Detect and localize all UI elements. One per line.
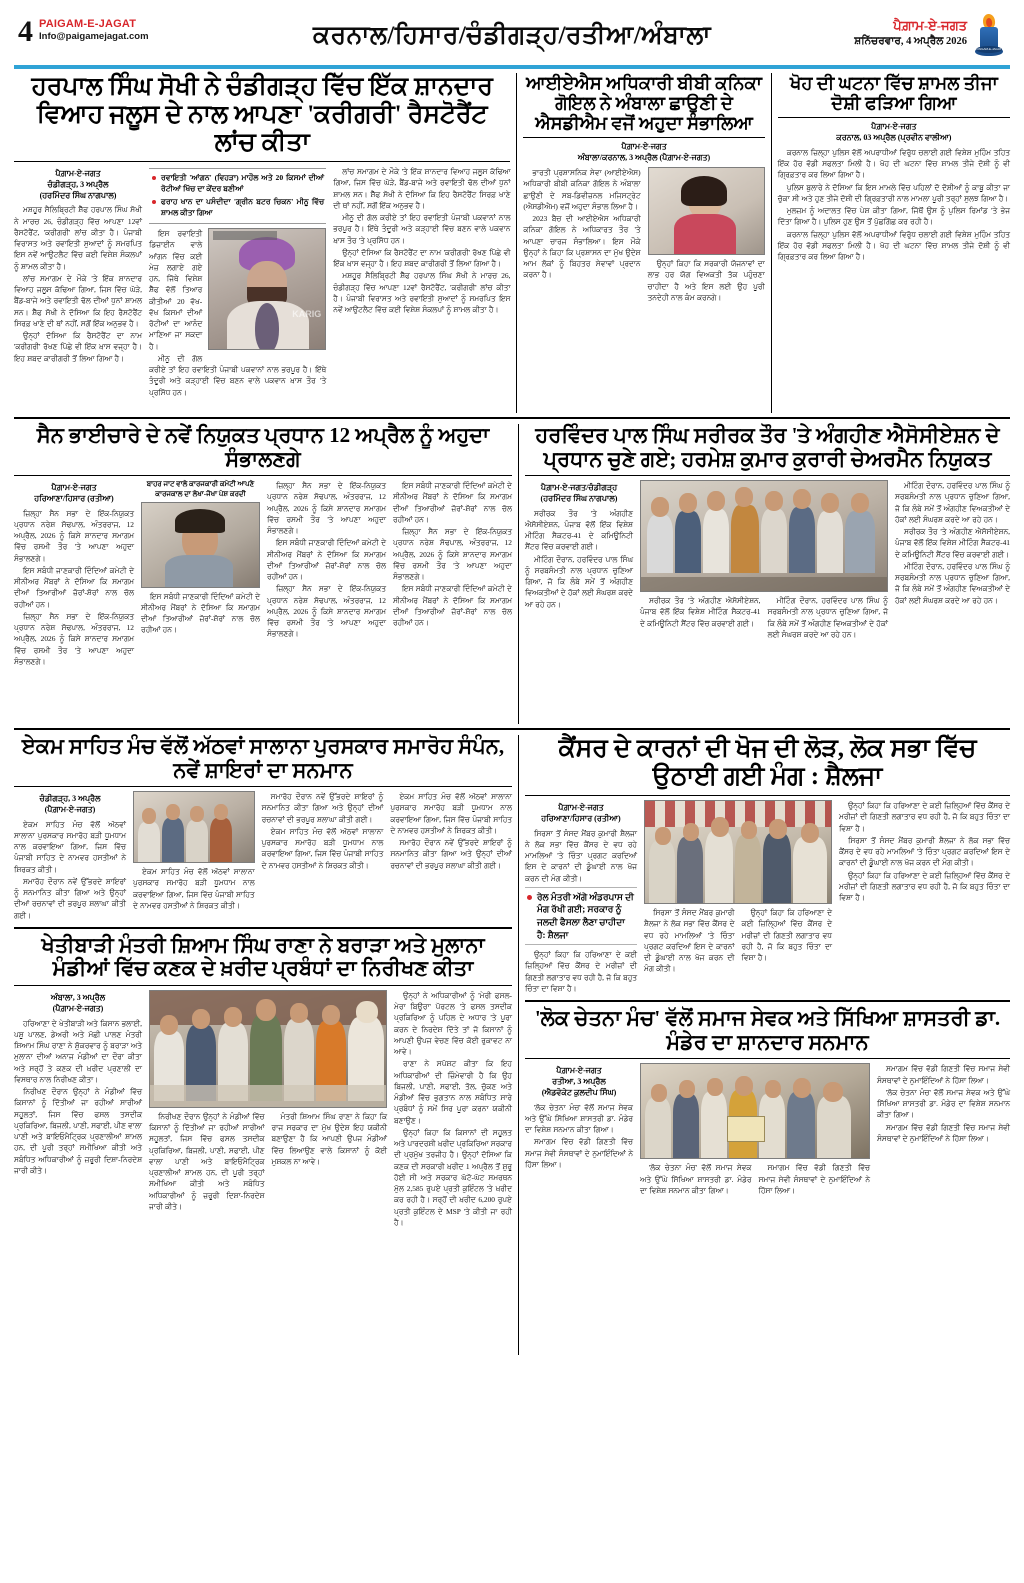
lower-left-stack bbox=[14, 735, 512, 1355]
article6-col-1 bbox=[525, 800, 637, 995]
article8-para: 'ਲੋਕ ਚੇਤਨਾ ਮੰਚ' ਵੱਲੋਂ ਸਮਾਜ ਸੇਵਕ ਅਤੇ ਉੱਘੇ ਸਿੱਖਿਆ ਸ਼ਾਸਤਰੀ ਡਾ. ਮੰਡੇਰ ਦਾ ਵਿਸ਼ੇਸ਼ ਸਨਮਾਨ ਕੀਤਾ ਗਿਆ। bbox=[876, 1087, 1010, 1120]
lead-para: ਮੀਨੂ ਦੀ ਗੱਲ ਕਰੀਏ ਤਾਂ ਇਹ ਰਵਾਇਤੀ ਪੰਜਾਬੀ ਪਕਵਾਨਾਂ ਨਾਲ ਭਰਪੂਰ ਹੈ। ਇੱਥੇ ਤੰਦੂਰੀ ਅਤੇ ਕੜ੍ਹਾਈ ਵਿੱਚ ਬਣਨ ਵਾਲੇ ਪਕਵਾਨ ਖ਼ਾਸ ਤੌਰ 'ਤੇ ਪ੍ਰਸਿੱਧ ਹਨ। bbox=[333, 213, 511, 245]
article4-col-1 bbox=[525, 480, 633, 641]
brand-email: Info@paigamejagat.com bbox=[39, 31, 149, 42]
article9-col-1 bbox=[14, 990, 142, 1229]
article4-para: ਮੀਟਿੰਗ ਦੌਰਾਨ, ਹਰਵਿੰਦਰ ਪਾਲ ਸਿੰਘ ਨੂੰ ਸਰਬਸੰਮਤੀ ਨਾਲ ਪ੍ਰਧਾਨ ਚੁਣਿਆ ਗਿਆ, ਜੋ ਕਿ ਲੰਬੇ ਸਮੇਂ ਤੋਂ ਅੰਗਹੀਣ ਵਿਅਕਤੀਆਂ ਦੇ ਹੱਕਾਂ ਲਈ ਸੰਘਰਸ਼ ਕਰਦੇ ਆ ਰਹੇ ਹਨ। bbox=[894, 561, 1010, 605]
article2-para: ਉਨ੍ਹਾਂ ਕਿਹਾ ਕਿ ਸਰਕਾਰੀ ਯੋਜਨਾਵਾਂ ਦਾ ਲਾਭ ਹਰ ਯੋਗ ਵਿਅਕਤੀ ਤੱਕ ਪਹੁੰਚਣਾ ਚਾਹੀਦਾ ਹੈ ਅਤੇ ਇਸ ਲਈ ਉਹ ਪੂਰੀ ਤਨਦੇਹੀ ਨਾਲ ਕੰਮ ਕਰਨਗੇ। bbox=[647, 259, 765, 302]
article9-para: ਉਨ੍ਹਾਂ ਨੇ ਅਧਿਕਾਰੀਆਂ ਨੂੰ 'ਮੇਰੀ ਫਸਲ-ਮੇਰਾ ਬਿਊਰਾ' ਪੋਰਟਲ 'ਤੇ ਫਸਲ ਤਸਦੀਕ ਪ੍ਰਕਿਰਿਆ ਨੂੰ ਪਹਿਲ ਦੇ ਅਧਾਰ 'ਤੇ ਪੂਰਾ ਕਰਨ ਦੇ ਨਿਰਦੇਸ਼ ਦਿੱਤੇ ਤਾਂ ਜੋ ਕਿਸਾਨਾਂ ਨੂੰ ਆਪਣੀ ਉਪਜ ਵੇਚਣ ਵਿੱਚ ਕੋਈ ਰੁਕਾਵਟ ਨਾ ਆਵੇ। bbox=[394, 990, 512, 1057]
logo-wordmark: ਪੈਗ਼ਾਮ-ਏ-ਜਗਤ bbox=[893, 18, 967, 33]
article5-col-2 bbox=[141, 480, 260, 668]
article6-para: ਉਨ੍ਹਾਂ ਕਿਹਾ ਕਿ ਹਰਿਆਣਾ ਦੇ ਕਈ ਜ਼ਿਲ੍ਹਿਆਂ ਵਿੱਚ ਕੈਂਸਰ ਦੇ ਮਰੀਜ਼ਾਂ ਦੀ ਗਿਣਤੀ ਲਗਾਤਾਰ ਵਧ ਰਹੀ ਹੈ, ਜੋ ਕਿ ਬਹੁਤ ਚਿੰਤਾ ਦਾ ਵਿਸ਼ਾ ਹੈ। bbox=[838, 801, 1010, 833]
award-photo bbox=[133, 791, 255, 863]
article9-headline: ਖੇਤੀਬਾੜੀ ਮੰਤਰੀ ਸ਼ਿਆਮ ਸਿੰਘ ਰਾਣਾ ਨੇ ਬਰਾੜਾ ਅਤੇ ਮੁਲਾਨਾ ਮੰਡੀਆਂ ਵਿੱਚ ਕਣਕ ਦੇ ਖ਼ਰੀਦ ਪ੍ਰਬੰਧਾਂ ਦਾ ਨਿਰੀਖਣ ਕੀਤਾ bbox=[41, 932, 485, 981]
article7-para: ਏਕਮ ਸਾਹਿਤ ਮੰਚ ਵੱਲੋਂ ਅੱਠਵਾਂ ਸਾਲਾਨਾ ਪੁਰਸਕਾਰ ਸਮਾਰੋਹ ਬੜੀ ਧੂਮਧਾਮ ਨਾਲ ਕਰਵਾਇਆ ਗਿਆ, ਜਿਸ ਵਿੱਚ ਪੰਜਾਬੀ ਸਾਹਿਤ ਦੇ ਨਾਮਵਰ ਹਸਤੀਆਂ ਨੇ ਸ਼ਿਰਕਤ ਕੀਤੀ। bbox=[133, 867, 255, 910]
article4-col-2 bbox=[640, 480, 888, 641]
article3-para: ਪੁਲਿਸ ਬੁਲਾਰੇ ਨੇ ਦੱਸਿਆ ਕਿ ਇਸ ਮਾਮਲੇ ਵਿੱਚ ਪਹਿਲਾਂ ਦੋ ਦੋਸ਼ੀਆਂ ਨੂੰ ਕਾਬੂ ਕੀਤਾ ਜਾ ਚੁੱਕਾ ਸੀ ਅਤੇ ਹੁਣ ਤੀਜੇ ਦੋਸ਼ੀ ਦੀ ਗ੍ਰਿਫ਼ਤਾਰੀ ਨਾਲ ਮਾਮਲਾ ਪੂਰੀ ਤਰ੍ਹਾਂ ਸੁਲਝ ਗਿਆ ਹੈ। bbox=[777, 182, 1011, 203]
article2-headline: ਆਈਏਐਸ ਅਧਿਕਾਰੀ ਬੀਬੀ ਕਨਿਕਾ ਗੋਇਲ ਨੇ ਅੰਬਾਲਾ ਛਾਉਣੀ ਦੇ ਐਸਡੀਐਮ ਵਜੋਂ ਅਹੁਦਾ ਸੰਭਾਲਿਆ bbox=[526, 73, 762, 134]
article9-para: ਮੰਤਰੀ ਸ਼ਿਆਮ ਸਿੰਘ ਰਾਣਾ ਨੇ ਕਿਹਾ ਕਿ ਰਾਜ ਸਰਕਾਰ ਦਾ ਮੁੱਖ ਉਦੇਸ਼ ਇਹ ਯਕੀਨੀ ਬਣਾਉਣਾ ਹੈ ਕਿ ਆਪਣੀ ਉਪਜ ਮੰਡੀਆਂ ਵਿੱਚ ਲਿਆਉਣ ਵਾਲੇ ਕਿਸਾਨਾਂ ਨੂੰ ਕੋਈ ਮੁਸ਼ਕਲ ਨਾ ਆਵੇ। bbox=[271, 1111, 387, 1166]
lead-para: ਉਨ੍ਹਾਂ ਦੱਸਿਆ ਕਿ ਰੈਸਟੋਰੈਂਟ ਦਾ ਨਾਮ 'ਕਰੀਗਰੀ' ਰੱਖਣ ਪਿੱਛੇ ਵੀ ਇੱਕ ਖ਼ਾਸ ਵਜ੍ਹਾ ਹੈ। ਇਹ ਸ਼ਬਦ ਕਾਰੀਗਰੀ ਤੋਂ ਲਿਆ ਗਿਆ ਹੈ। bbox=[14, 331, 142, 363]
article4-headline: ਹਰਵਿੰਦਰ ਪਾਲ ਸਿੰਘ ਸਰੀਰਕ ਤੌਰ 'ਤੇ ਅੰਗਹੀਣ ਐਸੋਸੀਏਸ਼ਨ ਦੇ ਪ੍ਰਧਾਨ ਚੁਣੇ ਗਏ; ਹਰਮੇਸ਼ ਕੁਮਾਰ ਕੁਰਾਰੀ ਚੇਅਰਮੈਨ ਨਿਯੁਕਤ bbox=[535, 423, 1000, 471]
article-ekam bbox=[14, 735, 512, 922]
article-theft bbox=[778, 73, 1010, 413]
article2-byline: ਪੈਗ਼ਾਮ-ਏ-ਜਗਤ ਅੰਬਾਲਾ/ਕਰਨਾਲ, 3 ਅਪ੍ਰੈਲ (ਪੈਗ਼ਾਮ-ਏ-ਜਗਤ) bbox=[577, 142, 711, 163]
brand-name: PAIGAM-E-JAGAT bbox=[39, 18, 137, 30]
publication-date: ਸ਼ਨਿੱਚਰਵਾਰ, 4 ਅਪ੍ਰੈਲ 2026 bbox=[854, 36, 967, 47]
article8-headline: 'ਲੋਕ ਚੇਤਨਾ ਮੰਚ' ਵੱਲੋਂ ਸਮਾਜ ਸੇਵਕ ਅਤੇ ਸਿੱਖਿਆ ਸ਼ਾਸਤਰੀ ਡਾ. ਮੰਡੇਰ ਦਾ ਸ਼ਾਨਦਾਰ ਸਨਮਾਨ bbox=[534, 1006, 1001, 1054]
article6-highlight bbox=[525, 887, 637, 945]
article9-col-3 bbox=[394, 990, 512, 1229]
article7-para: ਏਕਮ ਸਾਹਿਤ ਮੰਚ ਵੱਲੋਂ ਅੱਠਵਾਂ ਸਾਲਾਨਾ ਪੁਰਸਕਾਰ ਸਮਾਰੋਹ ਬੜੀ ਧੂਮਧਾਮ ਨਾਲ ਕਰਵਾਇਆ ਗਿਆ, ਜਿਸ ਵਿੱਚ ਪੰਜਾਬੀ ਸਾਹਿਤ ਦੇ ਨਾਮਵਰ ਹਸਤੀਆਂ ਨੇ ਸ਼ਿਰਕਤ ਕੀਤੀ। bbox=[261, 826, 384, 870]
lead-headline: ਹਰਪਾਲ ਸਿੰਘ ਸੋਖੀ ਨੇ ਚੰਡੀਗੜ੍ਹ ਵਿੱਚ ਇੱਕ ਸ਼ਾਨਦਾਰ ਵਿਆਹ ਜਲੂਸ ਦੇ ਨਾਲ ਆਪਣਾ 'ਕਰੀਗਰੀ' ਰੈਸਟੋਰੈਂਟ ਲਾਂਚ ਕੀਤਾ bbox=[31, 73, 493, 156]
article7-para: ਸਮਾਰੋਹ ਦੌਰਾਨ ਨਵੇਂ ਉੱਭਰਦੇ ਸ਼ਾਇਰਾਂ ਨੂੰ ਸਨਮਾਨਿਤ ਕੀਤਾ ਗਿਆ ਅਤੇ ਉਨ੍ਹਾਂ ਦੀਆਂ ਰਚਨਾਵਾਂ ਦੀ ਭਰਪੂਰ ਸ਼ਲਾਘਾ ਕੀਤੀ ਗਈ। bbox=[14, 876, 126, 920]
article-officer bbox=[523, 73, 764, 413]
article6-para: ਸਿਰਸਾ ਤੋਂ ਸੰਸਦ ਮੈਂਬਰ ਕੁਮਾਰੀ ਸ਼ੈਲਜਾ ਨੇ ਲੋਕ ਸਭਾ ਵਿੱਚ ਕੈਂਸਰ ਦੇ ਵਧ ਰਹੇ ਮਾਮਲਿਆਂ 'ਤੇ ਚਿੰਤਾ ਪ੍ਰਗਟ ਕਰਦਿਆਂ ਇਸ ਦੇ ਕਾਰਨਾਂ ਦੀ ਡੂੰਘਾਈ ਨਾਲ ਖੋਜ ਕਰਨ ਦੀ ਮੰਗ ਕੀਤੀ। bbox=[524, 828, 637, 883]
article9-para: ਉਨ੍ਹਾਂ ਕਿਹਾ ਕਿ ਕਿਸਾਨਾਂ ਦੀ ਸਹੂਲਤ ਅਤੇ ਪਾਰਦਰਸ਼ੀ ਖ਼ਰੀਦ ਪ੍ਰਕਿਰਿਆ ਸਰਕਾਰ ਦੀ ਪ੍ਰਮੁੱਖ ਤਰਜੀਹ ਹੈ। ਉਨ੍ਹਾਂ ਦੱਸਿਆ ਕਿ ਕਣਕ ਦੀ ਸਰਕਾਰੀ ਖ਼ਰੀਦ 1 ਅਪ੍ਰੈਲ ਤੋਂ ਸ਼ੁਰੂ ਹੋਈ ਸੀ ਅਤੇ ਸਰਕਾਰ ਘੱਟੋ-ਘੱਟ ਸਮਰਥਨ ਮੁੱਲ 2,585 ਰੁਪਏ ਪ੍ਰਤੀ ਕੁਇੰਟਲ 'ਤੇ ਖ਼ਰੀਦ ਕਰ ਰਹੀ ਹੈ। ਸਰ੍ਹੋਂ ਦੀ ਖ਼ਰੀਦ 6,200 ਰੁਪਏ ਪ੍ਰਤੀ ਕੁਇੰਟਲ ਦੇ MSP 'ਤੇ ਕੀਤੀ ਜਾ ਰਹੀ ਹੈ। bbox=[394, 1127, 512, 1227]
article3-headline: ਖੋਹ ਦੀ ਘਟਨਾ ਵਿੱਚ ਸ਼ਾਮਲ ਤੀਜਾ ਦੋਸ਼ੀ ਫੜਿਆ ਗਿਆ bbox=[789, 73, 998, 114]
article3-byline: ਪੈਗ਼ਾਮ-ਏ-ਜਗਤ ਕਰਨਾਲ, 03 ਅਪ੍ਰੈਲ (ਪ੍ਰਵੀਨ ਵਾਲੀਆ) bbox=[836, 122, 952, 143]
article8-col-3 bbox=[877, 1063, 1010, 1197]
article7-col-2 bbox=[133, 791, 255, 922]
article-association bbox=[525, 424, 1010, 724]
lead-para: ਮੀਨੂ ਦੀ ਗੱਲ ਕਰੀਏ ਤਾਂ ਇਹ ਰਵਾਇਤੀ ਪੰਜਾਬੀ ਪਕਵਾਨਾਂ ਨਾਲ ਭਰਪੂਰ ਹੈ। ਇੱਥੇ ਤੰਦੂਰੀ ਅਤੇ ਕੜ੍ਹਾਈ ਵਿੱਚ ਬਣਨ ਵਾਲੇ ਪਕਵਾਨ ਖ਼ਾਸ ਤੌਰ 'ਤੇ ਪ੍ਰਸਿੱਧ ਹਨ। bbox=[149, 353, 327, 397]
article6-col-2 bbox=[644, 800, 832, 995]
logo-ring: PAIGAM-E-JAGAT bbox=[976, 47, 1002, 51]
lead-col-3 bbox=[333, 166, 510, 399]
article6-para: ਉਨ੍ਹਾਂ ਕਿਹਾ ਕਿ ਹਰਿਆਣਾ ਦੇ ਕਈ ਜ਼ਿਲ੍ਹਿਆਂ ਵਿੱਚ ਕੈਂਸਰ ਦੇ ਮਰੀਜ਼ਾਂ ਦੀ ਗਿਣਤੀ ਲਗਾਤਾਰ ਵਧ ਰਹੀ ਹੈ, ਜੋ ਕਿ ਬਹੁਤ ਚਿੰਤਾ ਦਾ ਵਿਸ਼ਾ ਹੈ। bbox=[524, 950, 637, 993]
lead-para: ਉਨ੍ਹਾਂ ਦੱਸਿਆ ਕਿ ਰੈਸਟੋਰੈਂਟ ਦਾ ਨਾਮ 'ਕਰੀਗਰੀ' ਰੱਖਣ ਪਿੱਛੇ ਵੀ ਇੱਕ ਖ਼ਾਸ ਵਜ੍ਹਾ ਹੈ। ਇਹ ਸ਼ਬਦ ਕਾਰੀਗਰੀ ਤੋਂ ਲਿਆ ਗਿਆ ਹੈ। bbox=[333, 247, 511, 268]
article4-byline: ਪੈਗ਼ਾਮ-ਏ-ਜਗਤ/ਚੰਡੀਗੜ੍ਹ (ਹਰਮਿੰਦਰ ਸਿੰਘ ਨਾਗਪਾਲ) bbox=[540, 483, 618, 503]
lower-right-stack bbox=[525, 735, 1010, 1355]
article5-para: ਜ਼ਿਲ੍ਹਾ ਸੈਨ ਸਭਾ ਦੇ ਇੱਕ-ਨਿਯੁਕਤ ਪ੍ਰਧਾਨ ਨਰੇਸ਼ ਸੋਢਪਾਲ, ਅੰਤਰਰਾਜ, 12 ਅਪ੍ਰੈਲ, 2026 ਨੂੰ ਕਿਸੇ ਸ਼ਾਨਦਾਰ ਸਮਾਗਮ ਵਿੱਚ ਰਸਮੀ ਤੌਰ 'ਤੇ ਆਪਣਾ ਅਹੁਦਾ ਸੰਭਾਲਣਗੇ। bbox=[266, 481, 386, 536]
article-lead bbox=[14, 73, 510, 413]
article5-photo-caption: ਬਾਹਰ ਜਾਟ ਵਾਲੇ ਕਾਰਜਕਾਰੀ ਕਮੇਟੀ ਆਪਣੇ ਕਾਰਜਕਾਲ ਦਾ ਲੇਖਾ-ਜੋਖਾ ਪੇਸ਼ ਕਰਦੀ bbox=[146, 480, 255, 498]
article4-para: ਸਰੀਰਕ ਤੌਰ 'ਤੇ ਅੰਗਹੀਣ ਐਸੋਸੀਏਸ਼ਨ, ਪੰਜਾਬ ਵੱਲੋਂ ਇੱਕ ਵਿਸ਼ੇਸ਼ ਮੀਟਿੰਗ ਸੈਕਟਰ-41 ਦੇ ਕਮਿਊਨਿਟੀ ਸੈਂਟਰ ਵਿੱਚ ਕਰਵਾਈ ਗਈ। bbox=[894, 527, 1010, 559]
article9-byline: ਅੰਬਾਲਾ, 3 ਅਪ੍ਰੈਲ (ਪੈਗ਼ਾਮ-ਏ-ਜਗਤ) bbox=[50, 992, 106, 1013]
masthead-left bbox=[18, 15, 149, 48]
article5-para: ਇਸ ਸਬੰਧੀ ਜਾਣਕਾਰੀ ਦਿੰਦਿਆਂ ਕਮੇਟੀ ਦੇ ਸੀਨੀਅਰ ਮੈਂਬਰਾਂ ਨੇ ਦੱਸਿਆ ਕਿ ਸਮਾਗਮ ਦੀਆਂ ਤਿਆਰੀਆਂ ਜ਼ੋਰਾਂ-ਸ਼ੋਰਾਂ ਨਾਲ ਚੱਲ ਰਹੀਆਂ ਹਨ। bbox=[266, 538, 386, 582]
article7-headline: ਏਕਮ ਸਾਹਿਤ ਮੰਚ ਵੱਲੋਂ ਅੱਠਵਾਂ ਸਾਲਾਨਾ ਪੁਰਸਕਾਰ ਸਮਾਰੋਹ ਸੰਪੰਨ, ਨਵੇਂ ਸ਼ਾਇਰਾਂ ਦਾ ਸਨਮਾਨ bbox=[21, 734, 505, 782]
lower-band bbox=[14, 735, 1010, 1355]
article5-para: ਜ਼ਿਲ੍ਹਾ ਸੈਨ ਸਭਾ ਦੇ ਇੱਕ-ਨਿਯੁਕਤ ਪ੍ਰਧਾਨ ਨਰੇਸ਼ ਸੋਢਪਾਲ, ਅੰਤਰਰਾਜ, 12 ਅਪ੍ਰੈਲ, 2026 ਨੂੰ ਕਿਸੇ ਸ਼ਾਨਦਾਰ ਸਮਾਗਮ ਵਿੱਚ ਰਸਮੀ ਤੌਰ 'ਤੇ ਆਪਣਾ ਅਹੁਦਾ ਸੰਭਾਲਣਗੇ। bbox=[266, 584, 386, 639]
article6-para: ਸਿਰਸਾ ਤੋਂ ਸੰਸਦ ਮੈਂਬਰ ਕੁਮਾਰੀ ਸ਼ੈਲਜਾ ਨੇ ਲੋਕ ਸਭਾ ਵਿੱਚ ਕੈਂਸਰ ਦੇ ਵਧ ਰਹੇ ਮਾਮਲਿਆਂ 'ਤੇ ਚਿੰਤਾ ਪ੍ਰਗਟ ਕਰਦਿਆਂ ਇਸ ਦੇ ਕਾਰਨਾਂ ਦੀ ਡੂੰਘਾਈ ਨਾਲ ਖੋਜ ਕਰਨ ਦੀ ਮੰਗ ਕੀਤੀ। bbox=[643, 908, 735, 974]
lead-para: ਮਸ਼ਹੂਰ ਸੈਲਿਬ੍ਰਿਟੀ ਸ਼ੈੱਫ ਹਰਪਾਲ ਸਿੰਘ ਸੋਖੀ ਨੇ ਮਾਰਚ 26, ਚੰਡੀਗੜ੍ਹ ਵਿੱਚ ਆਪਣਾ 12ਵਾਂ ਰੈਸਟੋਰੈਂਟ, 'ਕਰੀਗਰੀ' ਲਾਂਚ ਕੀਤਾ ਹੈ। ਪੰਜਾਬੀ ਵਿਰਾਸਤ ਅਤੇ ਰਵਾਇਤੀ ਸੁਆਦਾਂ ਨੂੰ ਸਮਰਪਿਤ ਇਸ ਨਵੇਂ ਆਉਟਲੈਟ ਵਿੱਚ ਕਈ ਵਿਸ਼ੇਸ਼ ਸੰਕਲਪਾਂ ਨੂੰ ਸ਼ਾਮਲ ਕੀਤਾ ਹੈ। bbox=[14, 205, 142, 271]
edition-label: ਕਰਨਾਲ/ਹਿਸਾਰ/ਚੰਡੀਗੜ੍ਹ/ਰਤੀਆ/ਅੰਬਾਲਾ bbox=[313, 22, 711, 49]
chef-photo: KARIG bbox=[208, 228, 326, 350]
article5-para: ਜ਼ਿਲ੍ਹਾ ਸੈਨ ਸਭਾ ਦੇ ਇੱਕ-ਨਿਯੁਕਤ ਪ੍ਰਧਾਨ ਨਰੇਸ਼ ਸੋਢਪਾਲ, ਅੰਤਰਰਾਜ, 12 ਅਪ੍ਰੈਲ, 2026 ਨੂੰ ਕਿਸੇ ਸ਼ਾਨਦਾਰ ਸਮਾਗਮ ਵਿੱਚ ਰਸਮੀ ਤੌਰ 'ਤੇ ਆਪਣਾ ਅਹੁਦਾ ਸੰਭਾਲਣਗੇ। bbox=[14, 611, 134, 666]
article6-para: ਸਿਰਸਾ ਤੋਂ ਸੰਸਦ ਮੈਂਬਰ ਕੁਮਾਰੀ ਸ਼ੈਲਜਾ ਨੇ ਲੋਕ ਸਭਾ ਵਿੱਚ ਕੈਂਸਰ ਦੇ ਵਧ ਰਹੇ ਮਾਮਲਿਆਂ 'ਤੇ ਚਿੰਤਾ ਪ੍ਰਗਟ ਕਰਦਿਆਂ ਇਸ ਦੇ ਕਾਰਨਾਂ ਦੀ ਡੂੰਘਾਈ ਨਾਲ ਖੋਜ ਕਰਨ ਦੀ ਮੰਗ ਕੀਤੀ। bbox=[838, 835, 1010, 868]
brand-block bbox=[39, 18, 149, 42]
top-band bbox=[14, 73, 1010, 413]
article3-para: ਮੁਲਜ਼ਮ ਨੂੰ ਅਦਾਲਤ ਵਿੱਚ ਪੇਸ਼ ਕੀਤਾ ਗਿਆ, ਜਿੱਥੋਂ ਉਸ ਨੂੰ ਪੁਲਿਸ ਰਿਮਾਂਡ 'ਤੇ ਭੇਜ ਦਿੱਤਾ ਗਿਆ ਹੈ। ਪੁਲਿਸ ਹੁਣ ਉਸ ਤੋਂ ਪੁੱਛਗਿੱਛ ਕਰ ਰਹੀ ਹੈ। bbox=[777, 206, 1011, 227]
article9-col-2 bbox=[149, 990, 387, 1229]
article8-col-2 bbox=[640, 1063, 870, 1197]
masthead-right bbox=[854, 18, 1006, 56]
article9-para: ਰਾਣਾ ਨੇ ਸਪੱਸ਼ਟ ਕੀਤਾ ਕਿ ਇਹ ਅਧਿਕਾਰੀਆਂ ਦੀ ਜ਼ਿੰਮੇਵਾਰੀ ਹੈ ਕਿ ਉਹ ਬਿਜਲੀ, ਪਾਣੀ, ਸਫਾਈ, ਤੋਲ, ਚੁੱਕਣ ਅਤੇ ਮੰਡੀਆਂ ਵਿੱਚ ਭੁਗਤਾਨ ਨਾਲ ਸਬੰਧਿਤ ਸਾਰੇ ਪ੍ਰਬੰਧਾਂ ਨੂੰ ਸਮੇਂ ਸਿਰ ਪੂਰਾ ਕਰਨਾ ਯਕੀਨੀ ਬਣਾਉਣ। bbox=[394, 1059, 512, 1125]
article6-para: ਉਨ੍ਹਾਂ ਕਿਹਾ ਕਿ ਹਰਿਆਣਾ ਦੇ ਕਈ ਜ਼ਿਲ੍ਹਿਆਂ ਵਿੱਚ ਕੈਂਸਰ ਦੇ ਮਰੀਜ਼ਾਂ ਦੀ ਗਿਣਤੀ ਲਗਾਤਾਰ ਵਧ ਰਹੀ ਹੈ, ਜੋ ਕਿ ਬਹੁਤ ਚਿੰਤਾ ਦਾ ਵਿਸ਼ਾ ਹੈ। bbox=[838, 870, 1010, 902]
masthead-right-text bbox=[854, 18, 967, 48]
article5-para: ਇਸ ਸਬੰਧੀ ਜਾਣਕਾਰੀ ਦਿੰਦਿਆਂ ਕਮੇਟੀ ਦੇ ਸੀਨੀਅਰ ਮੈਂਬਰਾਂ ਨੇ ਦੱਸਿਆ ਕਿ ਸਮਾਗਮ ਦੀਆਂ ਤਿਆਰੀਆਂ ਜ਼ੋਰਾਂ-ਸ਼ੋਰਾਂ ਨਾਲ ਚੱਲ ਰਹੀਆਂ ਹਨ। bbox=[14, 565, 134, 609]
article-cancer bbox=[525, 735, 1010, 995]
lead-bullet-list bbox=[149, 168, 326, 224]
page-number: 4 bbox=[18, 15, 33, 48]
lead-para: ਇਸ ਰਵਾਇਤੀ ਡਿਜ਼ਾਈਨ ਵਾਲੇ ਆਂਗਨ ਵਿੱਚ ਕਈ ਮੇਜ਼ ਲਗਾਏ ਗਏ ਹਨ, ਜਿੱਥੇ ਵਿਸ਼ੇਸ਼ ਸ਼ੈੱਫ ਵੱਲੋਂ ਤਿਆਰ ਕੀਤੀਆਂ 20 ਵੱਖ-ਵੱਖ ਕਿਸਮਾਂ ਦੀਆਂ ਰੋਟੀਆਂ ਦਾ ਆਨੰਦ ਮਾਣਿਆ ਜਾ ਸਕਦਾ ਹੈ। bbox=[149, 229, 203, 351]
article8-para: ਸਮਾਗਮ ਵਿੱਚ ਵੱਡੀ ਗਿਣਤੀ ਵਿੱਚ ਸਮਾਜ ਸੇਵੀ ਸੰਸਥਾਵਾਂ ਦੇ ਨੁਮਾਇੰਦਿਆਂ ਨੇ ਹਿੱਸਾ ਲਿਆ। bbox=[758, 1163, 870, 1195]
article8-para: ਸਮਾਗਮ ਵਿੱਚ ਵੱਡੀ ਗਿਣਤੀ ਵਿੱਚ ਸਮਾਜ ਸੇਵੀ ਸੰਸਥਾਵਾਂ ਦੇ ਨੁਮਾਇੰਦਿਆਂ ਨੇ ਹਿੱਸਾ ਲਿਆ। bbox=[876, 1064, 1010, 1085]
article3-para: ਕਰਨਾਲ ਜ਼ਿਲ੍ਹਾ ਪੁਲਿਸ ਵੱਲੋਂ ਅਪਰਾਧੀਆਂ ਵਿਰੁੱਧ ਚਲਾਈ ਗਈ ਵਿਸ਼ੇਸ਼ ਮੁਹਿੰਮ ਤਹਿਤ ਇੱਕ ਹੋਰ ਵੱਡੀ ਸਫਲਤਾ ਮਿਲੀ ਹੈ। ਖੋਹ ਦੀ ਘਟਨਾ ਵਿੱਚ ਸ਼ਾਮਲ ਤੀਜੇ ਦੋਸ਼ੀ ਨੂੰ ਵੀ ਗ੍ਰਿਫ਼ਤਾਰ ਕਰ ਲਿਆ ਗਿਆ ਹੈ। bbox=[777, 229, 1011, 262]
article5-col-3 bbox=[267, 480, 386, 668]
article5-col-4 bbox=[393, 480, 512, 668]
article7-para: ਏਕਮ ਸਾਹਿਤ ਮੰਚ ਵੱਲੋਂ ਅੱਠਵਾਂ ਸਾਲਾਨਾ ਪੁਰਸਕਾਰ ਸਮਾਰੋਹ ਬੜੀ ਧੂਮਧਾਮ ਨਾਲ ਕਰਵਾਇਆ ਗਿਆ, ਜਿਸ ਵਿੱਚ ਪੰਜਾਬੀ ਸਾਹਿਤ ਦੇ ਨਾਮਵਰ ਹਸਤੀਆਂ ਨੇ ਸ਼ਿਰਕਤ ਕੀਤੀ। bbox=[14, 819, 126, 874]
lead-para: ਲਾਂਚ ਸਮਾਗਮ ਦੇ ਮੌਕੇ 'ਤੇ ਇੱਕ ਸ਼ਾਨਦਾਰ ਵਿਆਹ ਜਲੂਸ ਕੱਢਿਆ ਗਿਆ, ਜਿਸ ਵਿੱਚ ਘੋੜੇ, ਬੈਂਡ-ਬਾਜੇ ਅਤੇ ਰਵਾਇਤੀ ਢੋਲ ਦੀਆਂ ਧੁਨਾਂ ਸ਼ਾਮਲ ਸਨ। ਸ਼ੈੱਫ ਸੋਖੀ ਨੇ ਦੱਸਿਆ ਕਿ ਇਹ ਰੈਸਟੋਰੈਂਟ ਸਿਰਫ਼ ਖਾਣੇ ਦੀ ਥਾਂ ਨਹੀਂ, ਸਗੋਂ ਇੱਕ ਅਨੁਭਵ ਹੈ। bbox=[14, 273, 142, 328]
article6-headline: ਕੈਂਸਰ ਦੇ ਕਾਰਨਾਂ ਦੀ ਖੋਜ ਦੀ ਲੋੜ, ਲੋਕ ਸਭਾ ਵਿੱਚ ਉਠਾਈ ਗਈ ਮੰਗ : ਸ਼ੈਲਜਾ bbox=[558, 735, 977, 790]
lead-para: ਲਾਂਚ ਸਮਾਗਮ ਦੇ ਮੌਕੇ 'ਤੇ ਇੱਕ ਸ਼ਾਨਦਾਰ ਵਿਆਹ ਜਲੂਸ ਕੱਢਿਆ ਗਿਆ, ਜਿਸ ਵਿੱਚ ਘੋੜੇ, ਬੈਂਡ-ਬਾਜੇ ਅਤੇ ਰਵਾਇਤੀ ਢੋਲ ਦੀਆਂ ਧੁਨਾਂ ਸ਼ਾਮਲ ਸਨ। ਸ਼ੈੱਫ ਸੋਖੀ ਨੇ ਦੱਸਿਆ ਕਿ ਇਹ ਰੈਸਟੋਰੈਂਟ ਸਿਰਫ਼ ਖਾਣੇ ਦੀ ਥਾਂ ਨਹੀਂ, ਸਗੋਂ ਇੱਕ ਅਨੁਭਵ ਹੈ। bbox=[333, 167, 511, 210]
mandi-photo bbox=[149, 990, 387, 1108]
meeting-photo bbox=[644, 800, 832, 904]
lead-byline: ਪੈਗ਼ਾਮ-ਏ-ਜਗਤ ਚੰਡੀਗੜ੍ਹ, 3 ਅਪ੍ਰੈਲ (ਹਰਮਿੰਦਰ ਸਿੰਘ ਨਾਗਪਾਲ) bbox=[39, 169, 117, 200]
article8-byline: ਪੈਗ਼ਾਮ-ਏ-ਜਗਤ ਰਤੀਆ, 3 ਅਪ੍ਰੈਲ (ਐਡਵੋਕੇਟ ਕੁਲਦੀਪ ਸਿੰਘ) bbox=[541, 1066, 617, 1097]
man-photo bbox=[141, 502, 260, 588]
article9-para: ਨਿਰੀਖਣ ਦੌਰਾਨ ਉਨ੍ਹਾਂ ਨੇ ਮੰਡੀਆਂ ਵਿੱਚ ਕਿਸਾਨਾਂ ਨੂੰ ਦਿੱਤੀਆਂ ਜਾ ਰਹੀਆਂ ਸਾਰੀਆਂ ਸਹੂਲਤਾਂ, ਜਿਸ ਵਿੱਚ ਫਸਲ ਤਸਦੀਕ ਪ੍ਰਕਿਰਿਆ, ਬਿਜਲੀ, ਪਾਣੀ, ਸਫਾਈ, ਪੀਣ ਵਾਲਾ ਪਾਣੀ ਅਤੇ ਬਾਇਓਮੈਟ੍ਰਿਕ ਪ੍ਰਣਾਲੀਆਂ ਸ਼ਾਮਲ ਹਨ, ਦੀ ਪੂਰੀ ਤਰ੍ਹਾਂ ਸਮੀਖਿਆ ਕੀਤੀ ਅਤੇ ਸਬੰਧਿਤ ਅਧਿਕਾਰੀਆਂ ਨੂੰ ਜ਼ਰੂਰੀ ਦਿਸ਼ਾ-ਨਿਰਦੇਸ਼ ਜਾਰੀ ਕੀਤੇ। bbox=[149, 1111, 265, 1211]
article8-para: 'ਲੋਕ ਚੇਤਨਾ ਮੰਚ' ਵੱਲੋਂ ਸਮਾਜ ਸੇਵਕ ਅਤੇ ਉੱਘੇ ਸਿੱਖਿਆ ਸ਼ਾਸਤਰੀ ਡਾ. ਮੰਡੇਰ ਦਾ ਵਿਸ਼ੇਸ਼ ਸਨਮਾਨ ਕੀਤਾ ਗਿਆ। bbox=[524, 1102, 633, 1135]
lead-col-2 bbox=[149, 166, 326, 399]
article8-para: ਸਮਾਗਮ ਵਿੱਚ ਵੱਡੀ ਗਿਣਤੀ ਵਿੱਚ ਸਮਾਜ ਸੇਵੀ ਸੰਸਥਾਵਾਂ ਦੇ ਨੁਮਾਇੰਦਿਆਂ ਨੇ ਹਿੱਸਾ ਲਿਆ। bbox=[524, 1137, 633, 1169]
article4-col-3 bbox=[895, 480, 1010, 641]
article6-highlight-text: ਰੇਲ ਮੰਤਰੀ ਅੱਗੇ ਅੰਡਰਪਾਸ ਦੀ ਮੰਗ ਰੱਖੀ ਗਈ; ਸਰਕਾਰ ਨੂੰ ਜਲਦੀ ਫੈਸਲਾ ਲੈਣਾ ਚਾਹੀਦਾ ਹੈ: ਸ਼ੈਲਜਾ bbox=[527, 891, 635, 941]
article5-para: ਇਸ ਸਬੰਧੀ ਜਾਣਕਾਰੀ ਦਿੰਦਿਆਂ ਕਮੇਟੀ ਦੇ ਸੀਨੀਅਰ ਮੈਂਬਰਾਂ ਨੇ ਦੱਸਿਆ ਕਿ ਸਮਾਗਮ ਦੀਆਂ ਤਿਆਰੀਆਂ ਜ਼ੋਰਾਂ-ਸ਼ੋਰਾਂ ਨਾਲ ਚੱਲ ਰਹੀਆਂ ਹਨ। bbox=[392, 481, 512, 524]
article7-para: ਸਮਾਰੋਹ ਦੌਰਾਨ ਨਵੇਂ ਉੱਭਰਦੇ ਸ਼ਾਇਰਾਂ ਨੂੰ ਸਨਮਾਨਿਤ ਕੀਤਾ ਗਿਆ ਅਤੇ ਉਨ੍ਹਾਂ ਦੀਆਂ ਰਚਨਾਵਾਂ ਦੀ ਭਰਪੂਰ ਸ਼ਲਾਘਾ ਕੀਤੀ ਗਈ। bbox=[390, 838, 512, 870]
list-item: ਰਵਾਇਤੀ 'ਆਂਗਨ' (ਵਿਹੜਾ) ਮਾਹੌਲ ਅਤੇ 20 ਕਿਸਮਾਂ ਦੀਆਂ ਰੋਟੀਆਂ ਖਿੱਚ ਦਾ ਕੇਂਦਰ ਬਣੀਆਂ bbox=[151, 172, 324, 194]
mid-band bbox=[14, 424, 1010, 724]
article6-para: ਉਨ੍ਹਾਂ ਕਿਹਾ ਕਿ ਹਰਿਆਣਾ ਦੇ ਕਈ ਜ਼ਿਲ੍ਹਿਆਂ ਵਿੱਚ ਕੈਂਸਰ ਦੇ ਮਰੀਜ਼ਾਂ ਦੀ ਗਿਣਤੀ ਲਗਾਤਾਰ ਵਧ ਰਹੀ ਹੈ, ਜੋ ਕਿ ਬਹੁਤ ਚਿੰਤਾ ਦਾ ਵਿਸ਼ਾ ਹੈ। bbox=[741, 908, 832, 962]
article4-para: ਮੀਟਿੰਗ ਦੌਰਾਨ, ਹਰਵਿੰਦਰ ਪਾਲ ਸਿੰਘ ਨੂੰ ਸਰਬਸੰਮਤੀ ਨਾਲ ਪ੍ਰਧਾਨ ਚੁਣਿਆ ਗਿਆ, ਜੋ ਕਿ ਲੰਬੇ ਸਮੇਂ ਤੋਂ ਅੰਗਹੀਣ ਵਿਅਕਤੀਆਂ ਦੇ ਹੱਕਾਂ ਲਈ ਸੰਘਰਸ਼ ਕਰਦੇ ਆ ਰਹੇ ਹਨ। bbox=[767, 596, 888, 639]
article7-para: ਏਕਮ ਸਾਹਿਤ ਮੰਚ ਵੱਲੋਂ ਅੱਠਵਾਂ ਸਾਲਾਨਾ ਪੁਰਸਕਾਰ ਸਮਾਰੋਹ ਬੜੀ ਧੂਮਧਾਮ ਨਾਲ ਕਰਵਾਇਆ ਗਿਆ, ਜਿਸ ਵਿੱਚ ਪੰਜਾਬੀ ਸਾਹਿਤ ਦੇ ਨਾਮਵਰ ਹਸਤੀਆਂ ਨੇ ਸ਼ਿਰਕਤ ਕੀਤੀ। bbox=[390, 792, 512, 835]
article9-para: ਨਿਰੀਖਣ ਦੌਰਾਨ ਉਨ੍ਹਾਂ ਨੇ ਮੰਡੀਆਂ ਵਿੱਚ ਕਿਸਾਨਾਂ ਨੂੰ ਦਿੱਤੀਆਂ ਜਾ ਰਹੀਆਂ ਸਾਰੀਆਂ ਸਹੂਲਤਾਂ, ਜਿਸ ਵਿੱਚ ਫਸਲ ਤਸਦੀਕ ਪ੍ਰਕਿਰਿਆ, ਬਿਜਲੀ, ਪਾਣੀ, ਸਫਾਈ, ਪੀਣ ਵਾਲਾ ਪਾਣੀ ਅਤੇ ਬਾਇਓਮੈਟ੍ਰਿਕ ਪ੍ਰਣਾਲੀਆਂ ਸ਼ਾਮਲ ਹਨ, ਦੀ ਪੂਰੀ ਤਰ੍ਹਾਂ ਸਮੀਖਿਆ ਕੀਤੀ ਅਤੇ ਸਬੰਧਿਤ ਅਧਿਕਾਰੀਆਂ ਨੂੰ ਜ਼ਰੂਰੀ ਦਿਸ਼ਾ-ਨਿਰਦੇਸ਼ ਜਾਰੀ ਕੀਤੇ। bbox=[14, 1087, 142, 1175]
lead-col-1 bbox=[14, 166, 142, 399]
article6-col-3 bbox=[839, 800, 1010, 995]
article3-para: ਕਰਨਾਲ ਜ਼ਿਲ੍ਹਾ ਪੁਲਿਸ ਵੱਲੋਂ ਅਪਰਾਧੀਆਂ ਵਿਰੁੱਧ ਚਲਾਈ ਗਈ ਵਿਸ਼ੇਸ਼ ਮੁਹਿੰਮ ਤਹਿਤ ਇੱਕ ਹੋਰ ਵੱਡੀ ਸਫਲਤਾ ਮਿਲੀ ਹੈ। ਖੋਹ ਦੀ ਘਟਨਾ ਵਿੱਚ ਸ਼ਾਮਲ ਤੀਜੇ ਦੋਸ਼ੀ ਨੂੰ ਵੀ ਗ੍ਰਿਫ਼ਤਾਰ ਕਰ ਲਿਆ ਗਿਆ ਹੈ। bbox=[777, 147, 1011, 180]
article8-para: ਸਮਾਗਮ ਵਿੱਚ ਵੱਡੀ ਗਿਣਤੀ ਵਿੱਚ ਸਮਾਜ ਸੇਵੀ ਸੰਸਥਾਵਾਂ ਦੇ ਨੁਮਾਇੰਦਿਆਂ ਨੇ ਹਿੱਸਾ ਲਿਆ। bbox=[876, 1122, 1010, 1143]
article5-byline: ਪੈਗ਼ਾਮ-ਏ-ਜਗਤ ਹਰਿਆਣਾ/ਹਿਸਾਰ (ਰਤੀਆ) bbox=[34, 483, 114, 503]
article2-col-1 bbox=[523, 167, 640, 304]
torch-logo-icon bbox=[972, 14, 1006, 56]
article7-col-1 bbox=[14, 791, 126, 922]
article7-para: ਸਮਾਰੋਹ ਦੌਰਾਨ ਨਵੇਂ ਉੱਭਰਦੇ ਸ਼ਾਇਰਾਂ ਨੂੰ ਸਨਮਾਨਿਤ ਕੀਤਾ ਗਿਆ ਅਤੇ ਉਨ੍ਹਾਂ ਦੀਆਂ ਰਚਨਾਵਾਂ ਦੀ ਭਰਪੂਰ ਸ਼ਲਾਘਾ ਕੀਤੀ ਗਈ। bbox=[261, 792, 384, 824]
article4-para: ਮੀਟਿੰਗ ਦੌਰਾਨ, ਹਰਵਿੰਦਰ ਪਾਲ ਸਿੰਘ ਨੂੰ ਸਰਬਸੰਮਤੀ ਨਾਲ ਪ੍ਰਧਾਨ ਚੁਣਿਆ ਗਿਆ, ਜੋ ਕਿ ਲੰਬੇ ਸਮੇਂ ਤੋਂ ਅੰਗਹੀਣ ਵਿਅਕਤੀਆਂ ਦੇ ਹੱਕਾਂ ਲਈ ਸੰਘਰਸ਼ ਕਰਦੇ ਆ ਰਹੇ ਹਨ। bbox=[894, 481, 1010, 524]
article7-col-3 bbox=[262, 791, 384, 922]
article8-para: 'ਲੋਕ ਚੇਤਨਾ ਮੰਚ' ਵੱਲੋਂ ਸਮਾਜ ਸੇਵਕ ਅਤੇ ਉੱਘੇ ਸਿੱਖਿਆ ਸ਼ਾਸਤਰੀ ਡਾ. ਮੰਡੇਰ ਦਾ ਵਿਸ਼ੇਸ਼ ਸਨਮਾਨ ਕੀਤਾ ਗਿਆ। bbox=[639, 1163, 752, 1195]
article4-para: ਸਰੀਰਕ ਤੌਰ 'ਤੇ ਅੰਗਹੀਣ ਐਸੋਸੀਏਸ਼ਨ, ਪੰਜਾਬ ਵੱਲੋਂ ਇੱਕ ਵਿਸ਼ੇਸ਼ ਮੀਟਿੰਗ ਸੈਕਟਰ-41 ਦੇ ਕਮਿਊਨਿਟੀ ਸੈਂਟਰ ਵਿੱਚ ਕਰਵਾਈ ਗਈ। bbox=[639, 596, 761, 628]
article7-col-4 bbox=[390, 791, 512, 922]
group-photo bbox=[640, 480, 888, 592]
article-honour bbox=[525, 1007, 1010, 1197]
article8-col-1 bbox=[525, 1063, 633, 1197]
article-sain bbox=[14, 424, 512, 724]
list-item: ਫਰਾਹ ਖਾਨ ਦਾ ਪਸੰਦੀਦਾ 'ਗ੍ਰੀਨ ਬਟਰ ਚਿਕਨ' ਮੀਨੂ ਵਿੱਚ ਸ਼ਾਮਲ ਕੀਤਾ ਗਿਆ bbox=[151, 196, 324, 218]
article2-para: ਭਾਰਤੀ ਪ੍ਰਸ਼ਾਸਨਿਕ ਸੇਵਾ (ਆਈਏਐਸ) ਅਧਿਕਾਰੀ ਬੀਬੀ ਕਨਿਕਾ ਗੋਇਲ ਨੇ ਅੰਬਾਲਾ ਛਾਉਣੀ ਦੇ ਸਬ-ਡਿਵੀਜ਼ਨਲ ਮਜਿਸਟ੍ਰੇਟ (ਐਸਡੀਐਮ) ਵਜੋਂ ਅਹੁਦਾ ਸੰਭਾਲ ਲਿਆ ਹੈ। bbox=[523, 168, 641, 211]
article4-para: ਸਰੀਰਕ ਤੌਰ 'ਤੇ ਅੰਗਹੀਣ ਐਸੋਸੀਏਸ਼ਨ, ਪੰਜਾਬ ਵੱਲੋਂ ਇੱਕ ਵਿਸ਼ੇਸ਼ ਮੀਟਿੰਗ ਸੈਕਟਰ-41 ਦੇ ਕਮਿਊਨਿਟੀ ਸੈਂਟਰ ਵਿੱਚ ਕਰਵਾਈ ਗਈ। bbox=[524, 508, 633, 552]
article4-para: ਮੀਟਿੰਗ ਦੌਰਾਨ, ਹਰਵਿੰਦਰ ਪਾਲ ਸਿੰਘ ਨੂੰ ਸਰਬਸੰਮਤੀ ਨਾਲ ਪ੍ਰਧਾਨ ਚੁਣਿਆ ਗਿਆ, ਜੋ ਕਿ ਲੰਬੇ ਸਮੇਂ ਤੋਂ ਅੰਗਹੀਣ ਵਿਅਕਤੀਆਂ ਦੇ ਹੱਕਾਂ ਲਈ ਸੰਘਰਸ਼ ਕਰਦੇ ਆ ਰਹੇ ਹਨ। bbox=[524, 554, 633, 609]
article5-para: ਜ਼ਿਲ੍ਹਾ ਸੈਨ ਸਭਾ ਦੇ ਇੱਕ-ਨਿਯੁਕਤ ਪ੍ਰਧਾਨ ਨਰੇਸ਼ ਸੋਢਪਾਲ, ਅੰਤਰਰਾਜ, 12 ਅਪ੍ਰੈਲ, 2026 ਨੂੰ ਕਿਸੇ ਸ਼ਾਨਦਾਰ ਸਮਾਗਮ ਵਿੱਚ ਰਸਮੀ ਤੌਰ 'ਤੇ ਆਪਣਾ ਅਹੁਦਾ ਸੰਭਾਲਣਗੇ। bbox=[392, 527, 512, 582]
article2-para: 2023 ਬੈਚ ਦੀ ਆਈਏਐਸ ਅਧਿਕਾਰੀ ਕਨਿਕਾ ਗੋਇਲ ਨੇ ਅਧਿਕਾਰਤ ਤੌਰ 'ਤੇ ਆਪਣਾ ਚਾਰਜ ਸੰਭਾਲਿਆ। ਇਸ ਮੌਕੇ ਉਨ੍ਹਾਂ ਨੇ ਕਿਹਾ ਕਿ ਪ੍ਰਸ਼ਾਸਨ ਦਾ ਮੁੱਖ ਉਦੇਸ਼ ਆਮ ਲੋਕਾਂ ਨੂੰ ਬਿਹਤਰ ਸੇਵਾਵਾਂ ਪ੍ਰਦਾਨ ਕਰਨਾ ਹੈ। bbox=[523, 214, 641, 280]
article7-byline: ਚੰਡੀਗੜ੍ਹ, 3 ਅਪ੍ਰੈਲ (ਪੈਗ਼ਾਮ-ਏ-ਜਗਤ) bbox=[39, 794, 101, 814]
article5-para: ਇਸ ਸਬੰਧੀ ਜਾਣਕਾਰੀ ਦਿੰਦਿਆਂ ਕਮੇਟੀ ਦੇ ਸੀਨੀਅਰ ਮੈਂਬਰਾਂ ਨੇ ਦੱਸਿਆ ਕਿ ਸਮਾਗਮ ਦੀਆਂ ਤਿਆਰੀਆਂ ਜ਼ੋਰਾਂ-ਸ਼ੋਰਾਂ ਨਾਲ ਚੱਲ ਰਹੀਆਂ ਹਨ। bbox=[392, 584, 512, 628]
article9-para: ਹਰਿਆਣਾ ਦੇ ਖੇਤੀਬਾੜੀ ਅਤੇ ਕਿਸਾਨ ਭਲਾਈ, ਪਸ਼ੂ ਪਾਲਣ, ਡੇਅਰੀ ਅਤੇ ਮੱਛੀ ਪਾਲਣ ਮੰਤਰੀ ਸ਼ਿਆਮ ਸਿੰਘ ਰਾਣਾ ਨੇ ਸ਼ੁੱਕਰਵਾਰ ਨੂੰ ਬਰਾੜਾ ਅਤੇ ਮੁਲਾਨਾ ਦੀਆਂ ਅਨਾਜ ਮੰਡੀਆਂ ਦਾ ਦੌਰਾ ਕੀਤਾ ਅਤੇ ਸਰ੍ਹੋਂ ਤੇ ਕਣਕ ਦੀ ਖ਼ਰੀਦ ਪ੍ਰਣਾਲੀ ਦਾ ਵਿਸਥਾਰ ਨਾਲ ਨਿਰੀਖਣ ਕੀਤਾ। bbox=[14, 1018, 142, 1084]
page-content bbox=[0, 69, 1024, 1355]
article2-col-2 bbox=[648, 167, 765, 304]
honour-photo bbox=[640, 1063, 870, 1159]
article5-headline: ਸੈਨ ਭਾਈਚਾਰੇ ਦੇ ਨਵੇਂ ਨਿਯੁਕਤ ਪ੍ਰਧਾਨ 12 ਅਪ੍ਰੈਲ ਨੂੰ ਅਹੁਦਾ ਸੰਭਾਲਣਗੇ bbox=[36, 423, 490, 471]
masthead bbox=[0, 0, 1024, 62]
officer-photo bbox=[648, 167, 765, 255]
article5-para: ਜ਼ਿਲ੍ਹਾ ਸੈਨ ਸਭਾ ਦੇ ਇੱਕ-ਨਿਯੁਕਤ ਪ੍ਰਧਾਨ ਨਰੇਸ਼ ਸੋਢਪਾਲ, ਅੰਤਰਰਾਜ, 12 ਅਪ੍ਰੈਲ, 2026 ਨੂੰ ਕਿਸੇ ਸ਼ਾਨਦਾਰ ਸਮਾਗਮ ਵਿੱਚ ਰਸਮੀ ਤੌਰ 'ਤੇ ਆਪਣਾ ਅਹੁਦਾ ਸੰਭਾਲਣਗੇ। bbox=[14, 508, 134, 563]
article5-para: ਇਸ ਸਬੰਧੀ ਜਾਣਕਾਰੀ ਦਿੰਦਿਆਂ ਕਮੇਟੀ ਦੇ ਸੀਨੀਅਰ ਮੈਂਬਰਾਂ ਨੇ ਦੱਸਿਆ ਕਿ ਸਮਾਗਮ ਦੀਆਂ ਤਿਆਰੀਆਂ ਜ਼ੋਰਾਂ-ਸ਼ੋਰਾਂ ਨਾਲ ਚੱਲ ਰਹੀਆਂ ਹਨ। bbox=[141, 591, 260, 635]
article5-col-1 bbox=[14, 480, 134, 668]
lead-para: ਮਸ਼ਹੂਰ ਸੈਲਿਬ੍ਰਿਟੀ ਸ਼ੈੱਫ ਹਰਪਾਲ ਸਿੰਘ ਸੋਖੀ ਨੇ ਮਾਰਚ 26, ਚੰਡੀਗੜ੍ਹ ਵਿੱਚ ਆਪਣਾ 12ਵਾਂ ਰੈਸਟੋਰੈਂਟ, 'ਕਰੀਗਰੀ' ਲਾਂਚ ਕੀਤਾ ਹੈ। ਪੰਜਾਬੀ ਵਿਰਾਸਤ ਅਤੇ ਰਵਾਇਤੀ ਸੁਆਦਾਂ ਨੂੰ ਸਮਰਪਿਤ ਇਸ ਨਵੇਂ ਆਉਟਲੈਟ ਵਿੱਚ ਕਈ ਵਿਸ਼ੇਸ਼ ਸੰਕਲਪਾਂ ਨੂੰ ਸ਼ਾਮਲ ਕੀਤਾ ਹੈ। bbox=[333, 271, 511, 314]
article6-byline: ਪੈਗ਼ਾਮ-ਏ-ਜਗਤ ਹਰਿਆਣਾ/ਹਿਸਾਰ (ਰਤੀਆ) bbox=[541, 803, 621, 823]
article-mandi bbox=[14, 934, 512, 1229]
